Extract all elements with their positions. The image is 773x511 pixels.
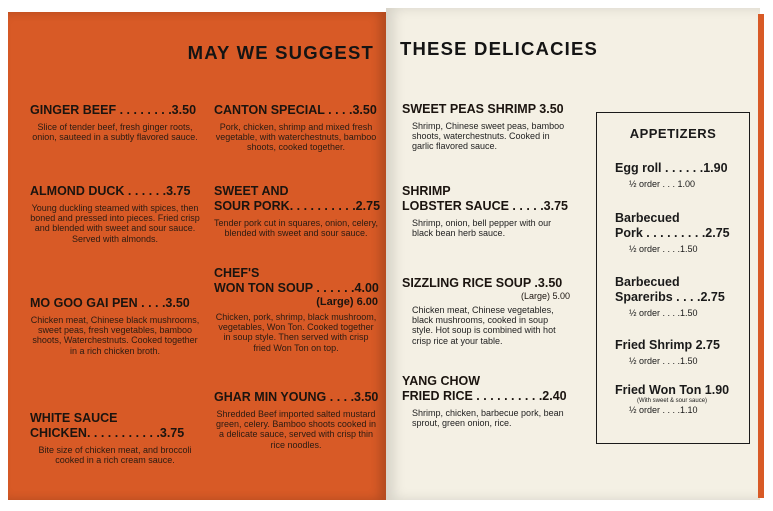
item-description: Shrimp, onion, bell pepper with our black bean herb sauce.: [412, 218, 552, 239]
menu-item-ginger-beef: [30, 103, 200, 142]
item-name-line1: YANG CHOW: [402, 374, 481, 388]
appetizer-name-line2: Spareribs . . . .2.75: [615, 290, 725, 304]
appetizer-egg-roll: [615, 161, 739, 189]
item-description: Shrimp, Chinese sweet peas, bamboo shoots, waterchestnuts. Cooked in garlic flavored sauce.: [412, 121, 565, 152]
half-order-price: ½ order . . . .1.50: [629, 356, 698, 366]
menu-item-sweet-peas-shrimp: [402, 102, 570, 152]
item-description: Chicken, pork, shrimp, black mushroom, vegetables, Won Ton. Cooked together in soup style. Then served with crisp fried Won Ton on top.: [215, 312, 377, 353]
appetizer-name-line1: Barbecued: [615, 275, 680, 289]
appetizer-barbecued-spareribs: [615, 275, 739, 318]
appetizers-box: [596, 112, 750, 444]
left-heading: MAY WE SUGGEST: [187, 42, 374, 63]
appetizer-name: Egg roll . . . . . .1.90: [615, 161, 728, 175]
appetizer-name: Fried Won Ton 1.90: [615, 383, 730, 397]
half-order-price: ½ order . . . 1.00: [629, 179, 696, 189]
item-name: ALMOND DUCK . . . . . .3.75: [30, 184, 191, 198]
menu-item-sizzling-rice-soup: [402, 276, 570, 346]
left-page: [8, 12, 386, 500]
menu-item-sweet-and-sour-pork: [214, 184, 381, 239]
sauce-note: (With sweet & sour sauce): [637, 398, 708, 404]
menu-item-ghar-min-young: [214, 390, 378, 450]
item-name: GHAR MIN YOUNG . . . .3.50: [214, 390, 379, 404]
menu-item-white-sauce-chicken: [30, 411, 200, 465]
appetizers-title: APPETIZERS: [629, 126, 717, 141]
menu-item-mo-goo-gai-pen: [30, 296, 200, 356]
appetizer-barbecued-pork: [615, 211, 739, 254]
menu-booklet: [8, 8, 760, 500]
item-description: Bite size of chicken meat, and broccoli cooked in a rich cream sauce.: [38, 445, 192, 466]
item-description: Chicken meat, Chinese black mushrooms, sweet peas, fresh vegetables, bamboo shoots, Waterchestnuts. Cooked together in a rich chicken broth.: [30, 315, 200, 356]
half-order-price: ½ order . . . .1.50: [629, 308, 698, 318]
item-name-line2: LOBSTER SAUCE . . . . .3.75: [402, 199, 569, 213]
menu-item-almond-duck: [30, 184, 200, 244]
half-order-price: ½ order . . . .1.50: [629, 244, 698, 254]
appetizer-name-line2: Pork . . . . . . . . .2.75: [615, 226, 730, 240]
item-description: Shredded Beef imported salted mustard green, celery. Bamboo shoots cooked in a delicate sauce, served with crisp thin rice noodles.: [216, 409, 376, 450]
item-name-line2: WON TON SOUP . . . . . .4.00: [214, 281, 379, 295]
item-name: GINGER BEEF . . . . . . . .3.50: [30, 103, 197, 117]
large-size-price: (Large) 6.00: [316, 296, 378, 308]
item-name-line2: CHICKEN. . . . . . . . . . .3.75: [30, 426, 185, 440]
appetizer-name-line1: Barbecued: [615, 211, 680, 225]
appetizer-fried-shrimp: [615, 338, 739, 366]
item-name-line1: SHRIMP: [402, 184, 451, 198]
menu-item-chefs-won-ton-soup: [214, 266, 378, 353]
item-name-line1: WHITE SAUCE: [30, 411, 118, 425]
item-name-line2: SOUR PORK. . . . . . . . . .2.75: [214, 199, 381, 213]
right-page: [386, 8, 760, 500]
large-size-price: (Large) 5.00: [520, 291, 570, 301]
appetizer-fried-won-ton: [615, 383, 739, 415]
item-name: CANTON SPECIAL . . . .3.50: [214, 103, 377, 117]
item-description: Chicken meat, Chinese vegetables, black mushrooms, cooked in soup style. Hot soup is combined with hot crisp rice at your table.: [412, 305, 556, 346]
item-name: SWEET PEAS SHRIMP 3.50: [402, 102, 564, 116]
menu-item-canton-special: [214, 103, 378, 153]
right-heading: THESE DELICACIES: [400, 38, 599, 59]
menu-item-shrimp-lobster-sauce: [402, 184, 570, 238]
menu-item-yang-chow-fried-rice: [402, 374, 570, 428]
half-order-price: ½ order . . . .1.10: [629, 405, 698, 415]
item-description: Tender pork cut in squares, onion, celery, blended with sweet and sour sauce.: [214, 218, 378, 239]
item-name-line2: FRIED RICE . . . . . . . . . .2.40: [402, 389, 567, 403]
item-name: MO GOO GAI PEN . . . .3.50: [30, 296, 190, 310]
item-name-line1: SWEET AND: [214, 184, 289, 198]
item-description: Shrimp, chicken, barbecue pork, bean sprout, green onion, rice.: [412, 408, 564, 429]
item-description: Slice of tender beef, fresh ginger roots, onion, sauteed in a subtly flavored sauce.: [32, 122, 198, 143]
back-cover-edge: [758, 14, 764, 498]
item-description: Pork, chicken, shrimp and mixed fresh vegetable, with waterchestnuts, bamboo shoots, cooked together.: [215, 122, 377, 153]
item-name: SIZZLING RICE SOUP .3.50: [402, 276, 563, 290]
item-name-line1: CHEF'S: [214, 266, 260, 280]
appetizer-name: Fried Shrimp 2.75: [615, 338, 720, 352]
item-description: Young duckling steamed with spices, then boned and pressed into pieces. Fried crisp and blended with sweet and sour sauce. Served with almonds.: [30, 203, 200, 244]
